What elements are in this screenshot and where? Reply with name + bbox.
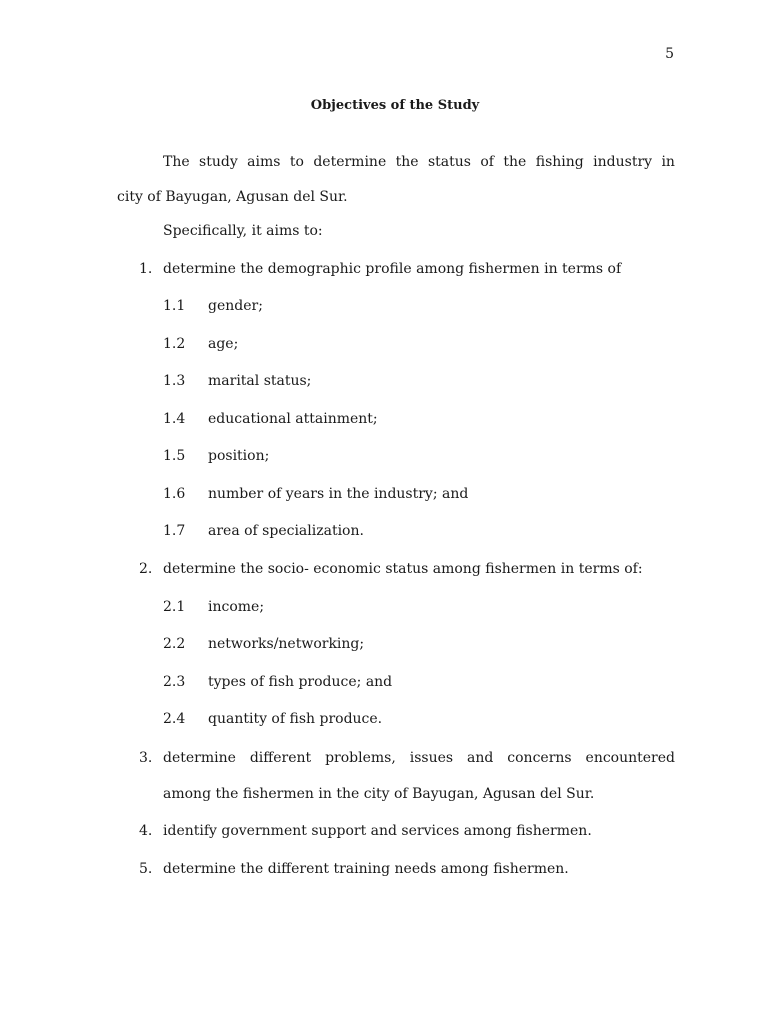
word: to <box>289 154 304 170</box>
word: study <box>199 154 238 170</box>
word: of <box>480 154 494 170</box>
word: and <box>467 750 494 766</box>
subitem-text: types of fish produce; and <box>208 674 393 690</box>
word: status <box>427 154 471 170</box>
intro-line-1 <box>163 154 675 170</box>
objective-text: identify government support and services among fishermen. <box>163 823 592 839</box>
subitem-number: 2.4 <box>163 711 186 727</box>
word: determine <box>163 750 236 766</box>
word: issues <box>409 750 454 766</box>
word: concerns <box>507 750 572 766</box>
word: the <box>395 154 419 170</box>
subitem-text: number of years in the industry; and <box>208 486 469 502</box>
word: industry <box>593 154 653 170</box>
subitem-text: quantity of fish produce. <box>208 711 383 727</box>
objective-text: determine the socio- economic status among fishermen in terms of: <box>163 561 643 577</box>
subitem-number: 2.3 <box>163 674 186 690</box>
subitem-text: position; <box>208 448 270 464</box>
subitem-text: area of specialization. <box>208 523 364 539</box>
word: fishing <box>535 154 584 170</box>
objective-number: 3. <box>139 750 153 766</box>
word: encountered <box>585 750 675 766</box>
objective-number: 1. <box>139 261 153 277</box>
word: in <box>661 154 675 170</box>
objective-number: 2. <box>139 561 153 577</box>
subitem-text: gender; <box>208 298 263 314</box>
objective-text: determine the demographic profile among fishermen in terms of <box>163 261 622 277</box>
subitem-number: 2.2 <box>163 636 186 652</box>
intro-line-3: Specifically, it aims to: <box>163 223 323 239</box>
subitem-text: networks/networking; <box>208 636 365 652</box>
subitem-number: 1.3 <box>163 373 186 389</box>
word: different <box>249 750 312 766</box>
subitem-number: 1.1 <box>163 298 186 314</box>
subitem-text: income; <box>208 599 265 615</box>
objective-number: 5. <box>139 861 153 877</box>
objective-text-line-2: among the fishermen in the city of Bayugan, Agusan del Sur. <box>163 786 595 802</box>
subitem-number: 1.7 <box>163 523 186 539</box>
objective-text: determine the different training needs among fishermen. <box>163 861 569 877</box>
word: aims <box>247 154 281 170</box>
intro-line-2: city of Bayugan, Agusan del Sur. <box>117 189 348 205</box>
subitem-text: age; <box>208 336 239 352</box>
subitem-number: 2.1 <box>163 599 186 615</box>
section-heading: Objectives of the Study <box>310 98 480 113</box>
page-number: 5 <box>665 46 674 62</box>
subitem-number: 1.6 <box>163 486 186 502</box>
word: the <box>503 154 527 170</box>
objective-number: 4. <box>139 823 153 839</box>
subitem-number: 1.5 <box>163 448 186 464</box>
subitem-number: 1.4 <box>163 411 186 427</box>
word: The <box>163 154 190 170</box>
subitem-number: 1.2 <box>163 336 186 352</box>
subitem-text: marital status; <box>208 373 312 389</box>
word: problems, <box>325 750 396 766</box>
objective-text-line-1 <box>163 750 675 766</box>
subitem-text: educational attainment; <box>208 411 378 427</box>
word: determine <box>313 154 387 170</box>
